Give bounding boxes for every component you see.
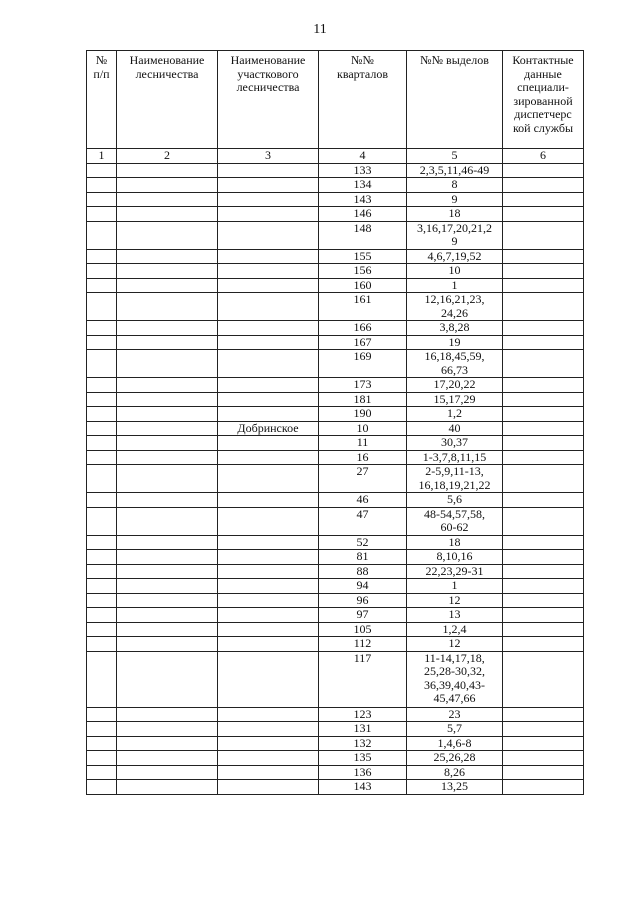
table-row bbox=[87, 507, 584, 535]
table-row bbox=[87, 736, 584, 751]
district-cell bbox=[218, 293, 319, 321]
table-row bbox=[87, 535, 584, 550]
index-cell bbox=[87, 493, 117, 508]
index-cell bbox=[87, 651, 117, 707]
quarter-cell: 160 bbox=[319, 278, 407, 293]
sections-cell: 12 bbox=[407, 637, 503, 652]
contacts-cell bbox=[503, 507, 584, 535]
district-cell bbox=[218, 564, 319, 579]
district-cell bbox=[218, 392, 319, 407]
quarter-cell: 88 bbox=[319, 564, 407, 579]
contacts-cell bbox=[503, 207, 584, 222]
table-row bbox=[87, 780, 584, 795]
contacts-cell bbox=[503, 278, 584, 293]
forestry-cell bbox=[117, 493, 218, 508]
forestry-cell bbox=[117, 335, 218, 350]
district-cell bbox=[218, 751, 319, 766]
quarter-cell: 143 bbox=[319, 192, 407, 207]
index-cell bbox=[87, 751, 117, 766]
index-cell bbox=[87, 321, 117, 336]
table-row bbox=[87, 407, 584, 422]
forestry-cell bbox=[117, 780, 218, 795]
forestry-cell bbox=[117, 207, 218, 222]
index-cell bbox=[87, 335, 117, 350]
sections-cell: 9 bbox=[407, 192, 503, 207]
sections-cell: 18 bbox=[407, 535, 503, 550]
district-cell: Добринское bbox=[218, 421, 319, 436]
quarter-cell: 10 bbox=[319, 421, 407, 436]
sections-cell: 19 bbox=[407, 335, 503, 350]
table-row bbox=[87, 436, 584, 451]
district-cell bbox=[218, 465, 319, 493]
forestry-cell bbox=[117, 450, 218, 465]
contacts-cell bbox=[503, 450, 584, 465]
forestry-cell bbox=[117, 178, 218, 193]
contacts-cell bbox=[503, 637, 584, 652]
quarter-cell: 136 bbox=[319, 765, 407, 780]
sections-cell: 13,25 bbox=[407, 780, 503, 795]
sections-cell: 1 bbox=[407, 579, 503, 594]
district-cell bbox=[218, 637, 319, 652]
column-number-cell: 5 bbox=[407, 149, 503, 164]
contacts-cell bbox=[503, 378, 584, 393]
quarter-cell: 27 bbox=[319, 465, 407, 493]
quarter-cell: 131 bbox=[319, 722, 407, 737]
contacts-cell bbox=[503, 436, 584, 451]
header-cell-sections: №№ выделов bbox=[407, 51, 503, 149]
contacts-cell bbox=[503, 550, 584, 565]
table-row bbox=[87, 278, 584, 293]
table-row bbox=[87, 550, 584, 565]
sections-cell: 1-3,7,8,11,15 bbox=[407, 450, 503, 465]
district-cell bbox=[218, 163, 319, 178]
quarter-cell: 52 bbox=[319, 535, 407, 550]
quarter-cell: 11 bbox=[319, 436, 407, 451]
table-row bbox=[87, 707, 584, 722]
sections-cell: 8,26 bbox=[407, 765, 503, 780]
forestry-cell bbox=[117, 736, 218, 751]
quarter-cell: 123 bbox=[319, 707, 407, 722]
quarter-cell: 133 bbox=[319, 163, 407, 178]
forestry-cell bbox=[117, 392, 218, 407]
index-cell bbox=[87, 392, 117, 407]
index-cell bbox=[87, 192, 117, 207]
index-cell bbox=[87, 207, 117, 222]
index-cell bbox=[87, 450, 117, 465]
district-cell bbox=[218, 765, 319, 780]
quarter-cell: 105 bbox=[319, 622, 407, 637]
sections-cell: 15,17,29 bbox=[407, 392, 503, 407]
index-cell bbox=[87, 507, 117, 535]
index-cell bbox=[87, 264, 117, 279]
forestry-cell bbox=[117, 221, 218, 249]
contacts-cell bbox=[503, 421, 584, 436]
table-row bbox=[87, 637, 584, 652]
district-cell bbox=[218, 321, 319, 336]
district-cell bbox=[218, 608, 319, 623]
sections-cell: 11-14,17,18, 25,28-30,32, 36,39,40,43- 45,47,66 bbox=[407, 651, 503, 707]
sections-cell: 8,10,16 bbox=[407, 550, 503, 565]
quarter-cell: 155 bbox=[319, 249, 407, 264]
contacts-cell bbox=[503, 593, 584, 608]
contacts-cell bbox=[503, 192, 584, 207]
district-cell bbox=[218, 450, 319, 465]
quarter-cell: 169 bbox=[319, 350, 407, 378]
quarter-cell: 132 bbox=[319, 736, 407, 751]
district-cell bbox=[218, 550, 319, 565]
forestry-cell bbox=[117, 278, 218, 293]
contacts-cell bbox=[503, 608, 584, 623]
contacts-cell bbox=[503, 651, 584, 707]
district-cell bbox=[218, 264, 319, 279]
index-cell bbox=[87, 608, 117, 623]
index-cell bbox=[87, 407, 117, 422]
table-row bbox=[87, 178, 584, 193]
table-row bbox=[87, 192, 584, 207]
table-row bbox=[87, 450, 584, 465]
index-cell bbox=[87, 221, 117, 249]
quarter-cell: 173 bbox=[319, 378, 407, 393]
quarter-cell: 112 bbox=[319, 637, 407, 652]
sections-cell: 12,16,21,23, 24,26 bbox=[407, 293, 503, 321]
district-cell bbox=[218, 178, 319, 193]
contacts-cell bbox=[503, 350, 584, 378]
contacts-cell bbox=[503, 622, 584, 637]
forestry-cell bbox=[117, 192, 218, 207]
sections-cell: 25,26,28 bbox=[407, 751, 503, 766]
table-row bbox=[87, 622, 584, 637]
header-cell-forestry: Наименование лесничества bbox=[117, 51, 218, 149]
forestry-cell bbox=[117, 507, 218, 535]
contacts-cell bbox=[503, 221, 584, 249]
contacts-cell bbox=[503, 765, 584, 780]
forestry-cell bbox=[117, 321, 218, 336]
sections-cell: 48-54,57,58, 60-62 bbox=[407, 507, 503, 535]
district-cell bbox=[218, 378, 319, 393]
forestry-cell bbox=[117, 421, 218, 436]
contacts-cell bbox=[503, 707, 584, 722]
contacts-cell bbox=[503, 293, 584, 321]
district-cell bbox=[218, 493, 319, 508]
district-cell bbox=[218, 651, 319, 707]
table-row bbox=[87, 722, 584, 737]
forestry-cell bbox=[117, 765, 218, 780]
page-number: 11 bbox=[313, 22, 327, 37]
quarter-cell: 97 bbox=[319, 608, 407, 623]
forestry-cell bbox=[117, 163, 218, 178]
contacts-cell bbox=[503, 321, 584, 336]
table-row bbox=[87, 350, 584, 378]
header-cell-contacts: Контактные данные специали- зированной диспетчерс кой службы bbox=[503, 51, 584, 149]
district-cell bbox=[218, 707, 319, 722]
table-row bbox=[87, 293, 584, 321]
contacts-cell bbox=[503, 736, 584, 751]
table-row bbox=[87, 765, 584, 780]
forestry-cell bbox=[117, 579, 218, 594]
sections-cell: 23 bbox=[407, 707, 503, 722]
header-cell-district-forestry: Наименование участкового лесничества bbox=[218, 51, 319, 149]
column-number-cell: 2 bbox=[117, 149, 218, 164]
contacts-cell bbox=[503, 392, 584, 407]
contacts-cell bbox=[503, 535, 584, 550]
column-number-cell: 1 bbox=[87, 149, 117, 164]
forestry-cell bbox=[117, 465, 218, 493]
table-row bbox=[87, 249, 584, 264]
table-row bbox=[87, 465, 584, 493]
quarter-cell: 47 bbox=[319, 507, 407, 535]
district-cell bbox=[218, 192, 319, 207]
contacts-cell bbox=[503, 178, 584, 193]
sections-cell: 2,3,5,11,46-49 bbox=[407, 163, 503, 178]
column-number-row bbox=[87, 149, 584, 164]
sections-cell: 16,18,45,59, 66,73 bbox=[407, 350, 503, 378]
forestry-cell bbox=[117, 637, 218, 652]
index-cell bbox=[87, 278, 117, 293]
index-cell bbox=[87, 593, 117, 608]
sections-cell: 18 bbox=[407, 207, 503, 222]
forestry-cell bbox=[117, 651, 218, 707]
index-cell bbox=[87, 378, 117, 393]
contacts-cell bbox=[503, 579, 584, 594]
district-cell bbox=[218, 407, 319, 422]
sections-cell: 5,7 bbox=[407, 722, 503, 737]
contacts-cell bbox=[503, 564, 584, 579]
contacts-cell bbox=[503, 780, 584, 795]
contacts-cell bbox=[503, 163, 584, 178]
forestry-cell bbox=[117, 564, 218, 579]
district-cell bbox=[218, 436, 319, 451]
contacts-cell bbox=[503, 407, 584, 422]
index-cell bbox=[87, 249, 117, 264]
quarter-cell: 166 bbox=[319, 321, 407, 336]
forestry-cell bbox=[117, 264, 218, 279]
forestry-cell bbox=[117, 707, 218, 722]
index-cell bbox=[87, 436, 117, 451]
quarter-cell: 143 bbox=[319, 780, 407, 795]
district-cell bbox=[218, 221, 319, 249]
index-cell bbox=[87, 350, 117, 378]
forestry-cell bbox=[117, 751, 218, 766]
quarter-cell: 134 bbox=[319, 178, 407, 193]
table-row bbox=[87, 321, 584, 336]
column-number-cell: 3 bbox=[218, 149, 319, 164]
sections-cell: 1,2 bbox=[407, 407, 503, 422]
forestry-cell bbox=[117, 249, 218, 264]
table-row bbox=[87, 579, 584, 594]
quarter-cell: 161 bbox=[319, 293, 407, 321]
district-cell bbox=[218, 579, 319, 594]
quarter-cell: 96 bbox=[319, 593, 407, 608]
header-cell-index: № п/п bbox=[87, 51, 117, 149]
index-cell bbox=[87, 465, 117, 493]
forestry-cell bbox=[117, 378, 218, 393]
index-cell bbox=[87, 163, 117, 178]
sections-cell: 3,8,28 bbox=[407, 321, 503, 336]
table-row bbox=[87, 221, 584, 249]
district-cell bbox=[218, 507, 319, 535]
contacts-cell bbox=[503, 493, 584, 508]
table-row bbox=[87, 608, 584, 623]
index-cell bbox=[87, 780, 117, 795]
table-row bbox=[87, 651, 584, 707]
contacts-cell bbox=[503, 264, 584, 279]
sections-cell: 13 bbox=[407, 608, 503, 623]
forestry-cell bbox=[117, 550, 218, 565]
index-cell bbox=[87, 579, 117, 594]
contacts-cell bbox=[503, 249, 584, 264]
table-row bbox=[87, 163, 584, 178]
quarter-cell: 16 bbox=[319, 450, 407, 465]
district-cell bbox=[218, 593, 319, 608]
sections-cell: 17,20,22 bbox=[407, 378, 503, 393]
sections-cell: 30,37 bbox=[407, 436, 503, 451]
quarter-cell: 46 bbox=[319, 493, 407, 508]
column-number-cell: 6 bbox=[503, 149, 584, 164]
sections-cell: 2-5,9,11-13, 16,18,19,21,22 bbox=[407, 465, 503, 493]
district-cell bbox=[218, 207, 319, 222]
district-cell bbox=[218, 535, 319, 550]
quarter-cell: 81 bbox=[319, 550, 407, 565]
header-row bbox=[87, 51, 584, 149]
quarter-cell: 148 bbox=[319, 221, 407, 249]
forestry-cell bbox=[117, 593, 218, 608]
district-cell bbox=[218, 780, 319, 795]
district-cell bbox=[218, 335, 319, 350]
forestry-cell bbox=[117, 535, 218, 550]
forestry-cell bbox=[117, 622, 218, 637]
index-cell bbox=[87, 550, 117, 565]
index-cell bbox=[87, 564, 117, 579]
sections-cell: 12 bbox=[407, 593, 503, 608]
forest-quarters-table bbox=[86, 50, 584, 795]
sections-cell: 1,4,6-8 bbox=[407, 736, 503, 751]
index-cell bbox=[87, 293, 117, 321]
quarter-cell: 117 bbox=[319, 651, 407, 707]
sections-cell: 10 bbox=[407, 264, 503, 279]
forestry-cell bbox=[117, 436, 218, 451]
index-cell bbox=[87, 707, 117, 722]
index-cell bbox=[87, 178, 117, 193]
index-cell bbox=[87, 637, 117, 652]
district-cell bbox=[218, 249, 319, 264]
forestry-cell bbox=[117, 722, 218, 737]
district-cell bbox=[218, 622, 319, 637]
table-row bbox=[87, 751, 584, 766]
table-row bbox=[87, 593, 584, 608]
table-row bbox=[87, 421, 584, 436]
table-row bbox=[87, 207, 584, 222]
contacts-cell bbox=[503, 335, 584, 350]
sections-cell: 8 bbox=[407, 178, 503, 193]
contacts-cell bbox=[503, 465, 584, 493]
sections-cell: 1,2,4 bbox=[407, 622, 503, 637]
forestry-cell bbox=[117, 350, 218, 378]
quarter-cell: 167 bbox=[319, 335, 407, 350]
table-row bbox=[87, 335, 584, 350]
quarter-cell: 135 bbox=[319, 751, 407, 766]
index-cell bbox=[87, 535, 117, 550]
contacts-cell bbox=[503, 751, 584, 766]
district-cell bbox=[218, 736, 319, 751]
index-cell bbox=[87, 765, 117, 780]
forestry-cell bbox=[117, 407, 218, 422]
forestry-cell bbox=[117, 293, 218, 321]
table-row bbox=[87, 564, 584, 579]
contacts-cell bbox=[503, 722, 584, 737]
column-number-cell: 4 bbox=[319, 149, 407, 164]
table-row bbox=[87, 378, 584, 393]
table-row bbox=[87, 264, 584, 279]
quarter-cell: 190 bbox=[319, 407, 407, 422]
sections-cell: 5,6 bbox=[407, 493, 503, 508]
quarter-cell: 94 bbox=[319, 579, 407, 594]
index-cell bbox=[87, 622, 117, 637]
index-cell bbox=[87, 421, 117, 436]
index-cell bbox=[87, 736, 117, 751]
district-cell bbox=[218, 278, 319, 293]
sections-cell: 1 bbox=[407, 278, 503, 293]
quarter-cell: 181 bbox=[319, 392, 407, 407]
sections-cell: 40 bbox=[407, 421, 503, 436]
quarter-cell: 146 bbox=[319, 207, 407, 222]
header-cell-quarters: №№ кварталов bbox=[319, 51, 407, 149]
table-row bbox=[87, 493, 584, 508]
quarter-cell: 156 bbox=[319, 264, 407, 279]
table-row bbox=[87, 392, 584, 407]
sections-cell: 22,23,29-31 bbox=[407, 564, 503, 579]
district-cell bbox=[218, 722, 319, 737]
sections-cell: 4,6,7,19,52 bbox=[407, 249, 503, 264]
district-cell bbox=[218, 350, 319, 378]
index-cell bbox=[87, 722, 117, 737]
sections-cell: 3,16,17,20,21,2 9 bbox=[407, 221, 503, 249]
forestry-cell bbox=[117, 608, 218, 623]
